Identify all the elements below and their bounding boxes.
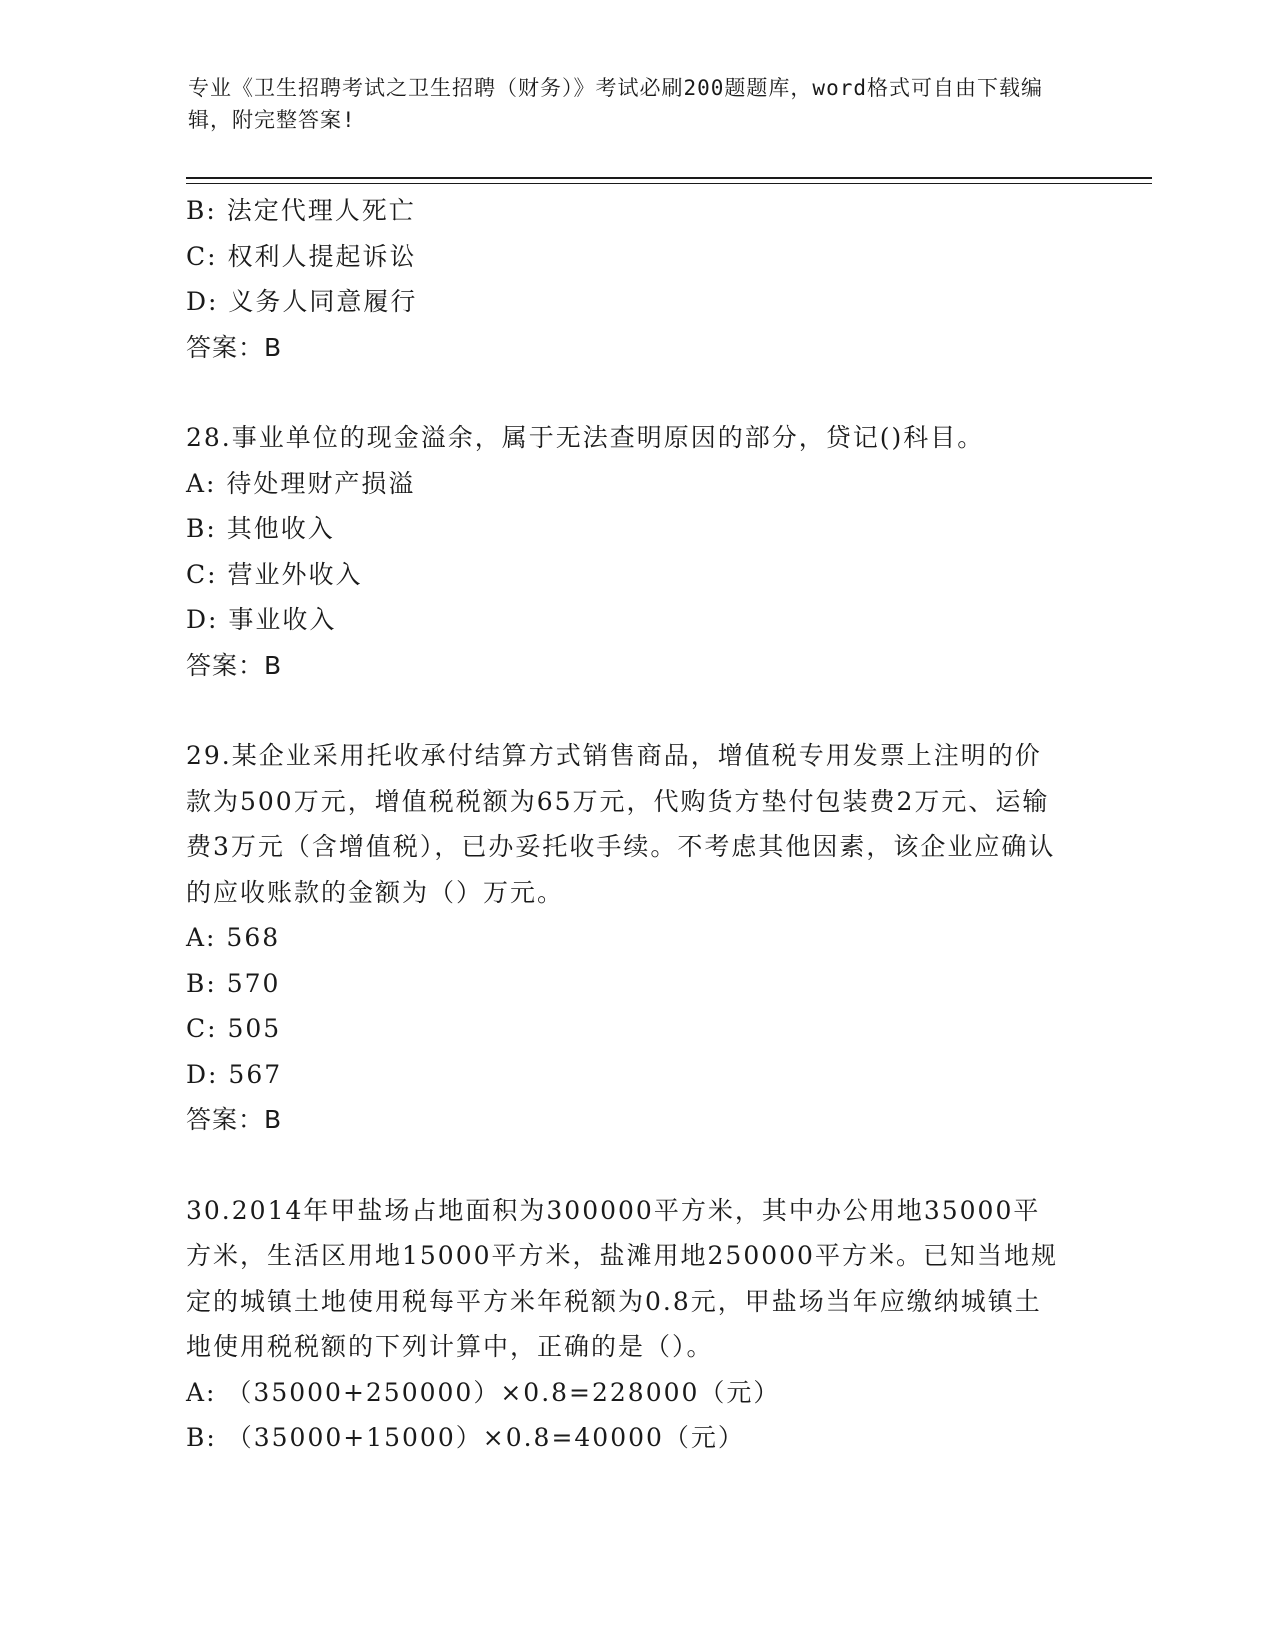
option-a: A: 568 (186, 923, 281, 952)
answer-line: 答案：B (186, 1105, 283, 1134)
question-block-29 (186, 733, 1066, 1143)
option-c: C: 营业外收入 (186, 559, 363, 589)
option-a: A: 待处理财产损溢 (186, 468, 416, 498)
question-block-prev (186, 188, 1066, 370)
option-c: C: 权利人提起诉讼 (186, 241, 417, 271)
option-b: B: 法定代理人死亡 (186, 196, 416, 225)
option-b: B: 570 (186, 968, 281, 998)
header-rule-thin (186, 183, 1152, 184)
question-text: 29.某企业采用托收承付结算方式销售商品，增值税专用发票上注明的价款为500万元，增值税税额为65万元，代购货方垫付包装费2万元、运输费3万元（含增值税），已办妥托收手续。不考虑其他因素，该企业应确认的应收账款的金额为（）万元。 (186, 741, 1056, 907)
question-block-30 (186, 1188, 1066, 1461)
question-block-28 (186, 415, 1066, 688)
answer-line: 答案：B (186, 332, 283, 362)
option-c: C: 505 (186, 1014, 282, 1043)
document-header: 专业《卫生招聘考试之卫生招聘（财务）》考试必刷200题题库，word格式可自由下载编辑，附完整答案! (188, 76, 1043, 132)
option-d: D: 义务人同意履行 (186, 287, 418, 316)
question-list (186, 188, 1066, 1461)
question-text: 28.事业单位的现金溢余，属于无法查明原因的部分，贷记()科目。 (186, 423, 985, 452)
option-b: B: 其他收入 (186, 514, 335, 543)
option-b: B: （35000+15000）×0.8=40000（元） (186, 1423, 745, 1452)
option-a: A: （35000+250000）×0.8=228000（元） (186, 1377, 781, 1407)
question-text: 30.2014年甲盐场占地面积为300000平方米，其中办公用地35000平方米，生活区用地15000平方米，盐滩用地250000平方米。已知当地规定的城镇土地使用税每平方米年税额为0.8元，甲盐场当年应缴纳城镇土地使用税税额的下列计算中，正确的是（）。 (186, 1195, 1058, 1361)
option-d: D: 567 (186, 1059, 283, 1089)
answer-line: 答案：B (186, 650, 283, 680)
header-rule-thick (186, 177, 1152, 179)
option-d: D: 事业收入 (186, 605, 337, 634)
